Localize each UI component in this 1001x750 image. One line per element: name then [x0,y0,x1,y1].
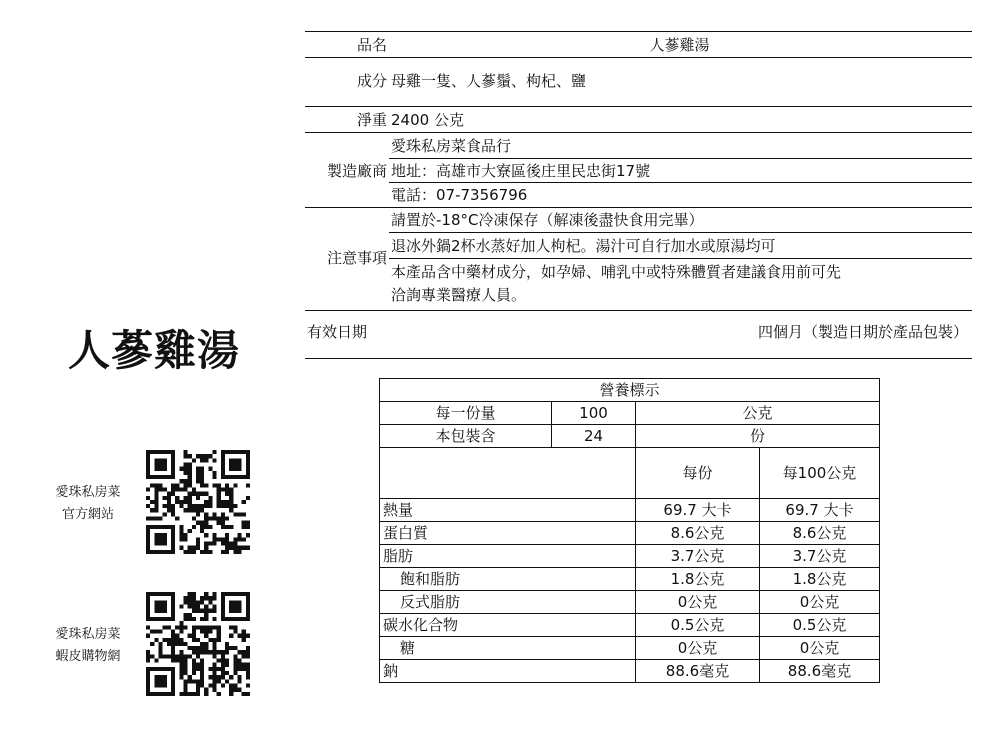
divider [305,106,972,107]
divider [389,182,972,183]
per-100g-value: 8.6公克 [760,522,880,545]
divider [305,358,972,359]
qr-caption-shopee [40,624,136,668]
pack-value: 24 [552,425,636,448]
per-serving-value: 0公克 [636,637,760,660]
note-medical-line2: 洽詢專業醫療人員。 [391,286,527,304]
manufacturer-address: 地址：高雄市大寮區後庄里民忠街17號 [391,162,651,180]
per-100g-value: 69.7 大卡 [760,499,880,522]
per-serving-value: 3.7公克 [636,545,760,568]
note-heating: 退冰外鍋2杯水蒸好加人枸杞。湯汁可自行加水或原湯均可 [391,237,776,255]
divider [305,31,972,32]
serving-label: 每一份量 [380,402,552,425]
per-100g-value: 0公克 [760,591,880,614]
qr-caption-line: 蝦皮購物網 [55,649,121,664]
nutrient-row [380,591,880,614]
divider [305,207,972,208]
qr-code-official-site-icon[interactable] [146,450,250,554]
per-100g-value: 1.8公克 [760,568,880,591]
qr-caption-official [40,482,136,526]
qr-caption-line: 官方網站 [61,507,114,522]
expiry-label: 有效日期 [307,323,368,341]
net-weight-value: 2400 公克 [391,111,464,129]
column-header-row [380,448,880,499]
nutrient-row [380,522,880,545]
per-serving-value: 69.7 大卡 [636,499,760,522]
nutrition-title: 營養標示 [380,379,880,402]
qr-code-shopee-icon[interactable] [146,592,250,696]
per-100g-value: 88.6毫克 [760,660,880,683]
note-storage: 請置於-18°C冷凍保存（解凍後盡快食用完畢） [391,211,704,229]
nutrient-name: 熱量 [380,499,636,522]
ingredients-label: 成分 [356,72,387,90]
qr-caption-line: 愛珠私房菜 [55,627,121,642]
expiry-value: 四個月（製造日期於產品包裝） [757,323,968,341]
nutrient-name: 鈉 [380,660,636,683]
nutrition-table [379,378,880,683]
divider [305,57,972,58]
nutrient-name: 糖 [380,637,636,660]
per-serving-value: 1.8公克 [636,568,760,591]
pack-unit: 份 [636,425,880,448]
nutrient-name: 脂肪 [380,545,636,568]
note-medical-line1: 本產品含中藥材成分，如孕婦、哺乳中或特殊體質者建議食用前可先 [391,263,842,281]
per-serving-value: 8.6公克 [636,522,760,545]
name-value: 人蔘雞湯 [649,36,710,54]
nutrient-name: 蛋白質 [380,522,636,545]
product-title: 人蔘雞湯 [68,326,241,375]
nutrient-row [380,637,880,660]
manufacturer-label: 製造廠商 [326,162,387,180]
per-100g-value: 0公克 [760,637,880,660]
manufacturer-name: 愛珠私房菜食品行 [391,137,512,155]
nutrient-name: 反式脂肪 [380,591,636,614]
per-serving-value: 0公克 [636,591,760,614]
ingredients-value: 母雞一隻、人蔘鬚、枸杞、鹽 [391,72,587,90]
col-per-serving: 每份 [636,448,760,499]
nutrient-name: 飽和脂肪 [380,568,636,591]
divider [389,158,972,159]
manufacturer-phone: 電話：07-7356796 [391,186,528,204]
serving-value: 100 [552,402,636,425]
nutrition-title-row [380,379,880,402]
nutrient-row [380,568,880,591]
serving-unit: 公克 [636,402,880,425]
divider [305,132,972,133]
nutrient-row [380,660,880,683]
per-serving-value: 0.5公克 [636,614,760,637]
nutrient-name: 碳水化合物 [380,614,636,637]
notes-label: 注意事項 [326,249,387,267]
net-weight-label: 淨重 [356,111,387,129]
per-100g-value: 3.7公克 [760,545,880,568]
serving-row [380,402,880,425]
name-label: 品名 [356,36,387,54]
divider [389,232,972,233]
col-per-100g: 每100公克 [760,448,880,499]
pack-label: 本包裝含 [380,425,552,448]
divider [389,258,972,259]
per-serving-value: 88.6毫克 [636,660,760,683]
pack-row [380,425,880,448]
nutrient-row [380,545,880,568]
qr-caption-line: 愛珠私房菜 [55,485,121,500]
nutrient-row [380,499,880,522]
divider [305,310,972,311]
header-blank-cell [380,448,636,499]
per-100g-value: 0.5公克 [760,614,880,637]
nutrient-row [380,614,880,637]
